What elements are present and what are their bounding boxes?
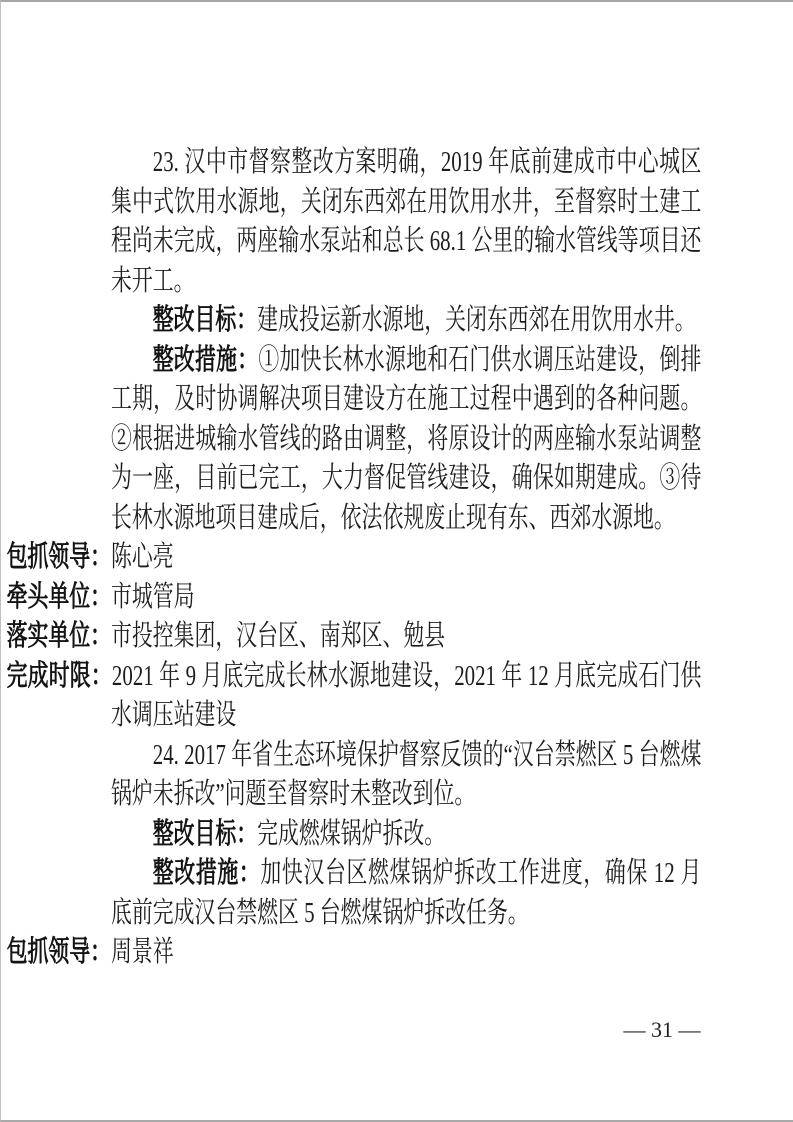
leader-name: 周景祥 bbox=[111, 936, 174, 968]
item-23-leader bbox=[6, 538, 701, 578]
document-body bbox=[6, 143, 702, 973]
item-23-lead-unit bbox=[6, 578, 701, 618]
lead-unit-name: 市城管局 bbox=[111, 580, 195, 613]
deadline-text: 2021 年 9 月底完成长林水源地建设，2021 年 12 月底完成石门供水调压站建设 bbox=[111, 659, 702, 731]
item-24-measures bbox=[111, 854, 701, 933]
goal-text: 建成投运新水源地，关闭东西郊在用饮用水井。 bbox=[257, 304, 696, 336]
impl-unit-names: 市投控集团，汉台区、南郑区、勉县 bbox=[111, 620, 446, 652]
goal-text: 完成燃煤锅炉拆改。 bbox=[257, 817, 446, 850]
measures-text: ①加快长林水源地和石门供水调压站建设，倒排工期，及时协调解决项目建设方在施工过程中遇到的各种问题。②根据进城输水管线的路由调整，将原设计的两座输水泵站调整为一座，目前已完工，大力督促管线建设，确保如期建成。③待长林水源地项目建成后，依法依规废止现有东、西郊水源地。 bbox=[111, 343, 702, 534]
lead-unit-label: 牵头单位： bbox=[6, 580, 112, 613]
item-23-impl-unit bbox=[6, 617, 701, 657]
goal-label: 整改目标： bbox=[152, 817, 258, 850]
item-24-leader bbox=[6, 933, 701, 973]
leader-label: 包抓领导： bbox=[6, 936, 112, 968]
deadline-label: 完成时限： bbox=[6, 659, 112, 692]
impl-unit-label: 落实单位： bbox=[6, 620, 112, 652]
leader-label: 包抓领导： bbox=[6, 541, 112, 573]
item-23-goal bbox=[111, 301, 701, 341]
measures-text: 加快汉台区燃煤锅炉拆改工作进度，确保 12 月底前完成汉台禁燃区 5 台燃煤锅炉拆改任务。 bbox=[111, 857, 702, 929]
measures-label: 整改措施： bbox=[152, 857, 261, 889]
item-23-deadline bbox=[6, 657, 702, 736]
item-23-problem: 23. 汉中市督察整改方案明确，2019 年底前建成市中心城区集中式饮用水源地，关闭东西郊在用饮用水井，至督察时土建工程尚未完成，两座输水泵站和总长 68.1 公里的输水管线等项目还未开工。 bbox=[111, 146, 702, 297]
page-number: — 31 — bbox=[623, 1017, 701, 1042]
item-24-goal bbox=[111, 815, 701, 855]
measures-label: 整改措施： bbox=[152, 343, 259, 376]
item-24-problem: 24. 2017 年省生态环境保护督察反馈的“汉台禁燃区 5 台燃煤锅炉未拆改”问题至督察时未整改到位。 bbox=[111, 738, 702, 810]
goal-label: 整改目标： bbox=[152, 304, 258, 336]
item-23-measures bbox=[111, 341, 701, 539]
leader-name: 陈心亮 bbox=[111, 541, 174, 573]
